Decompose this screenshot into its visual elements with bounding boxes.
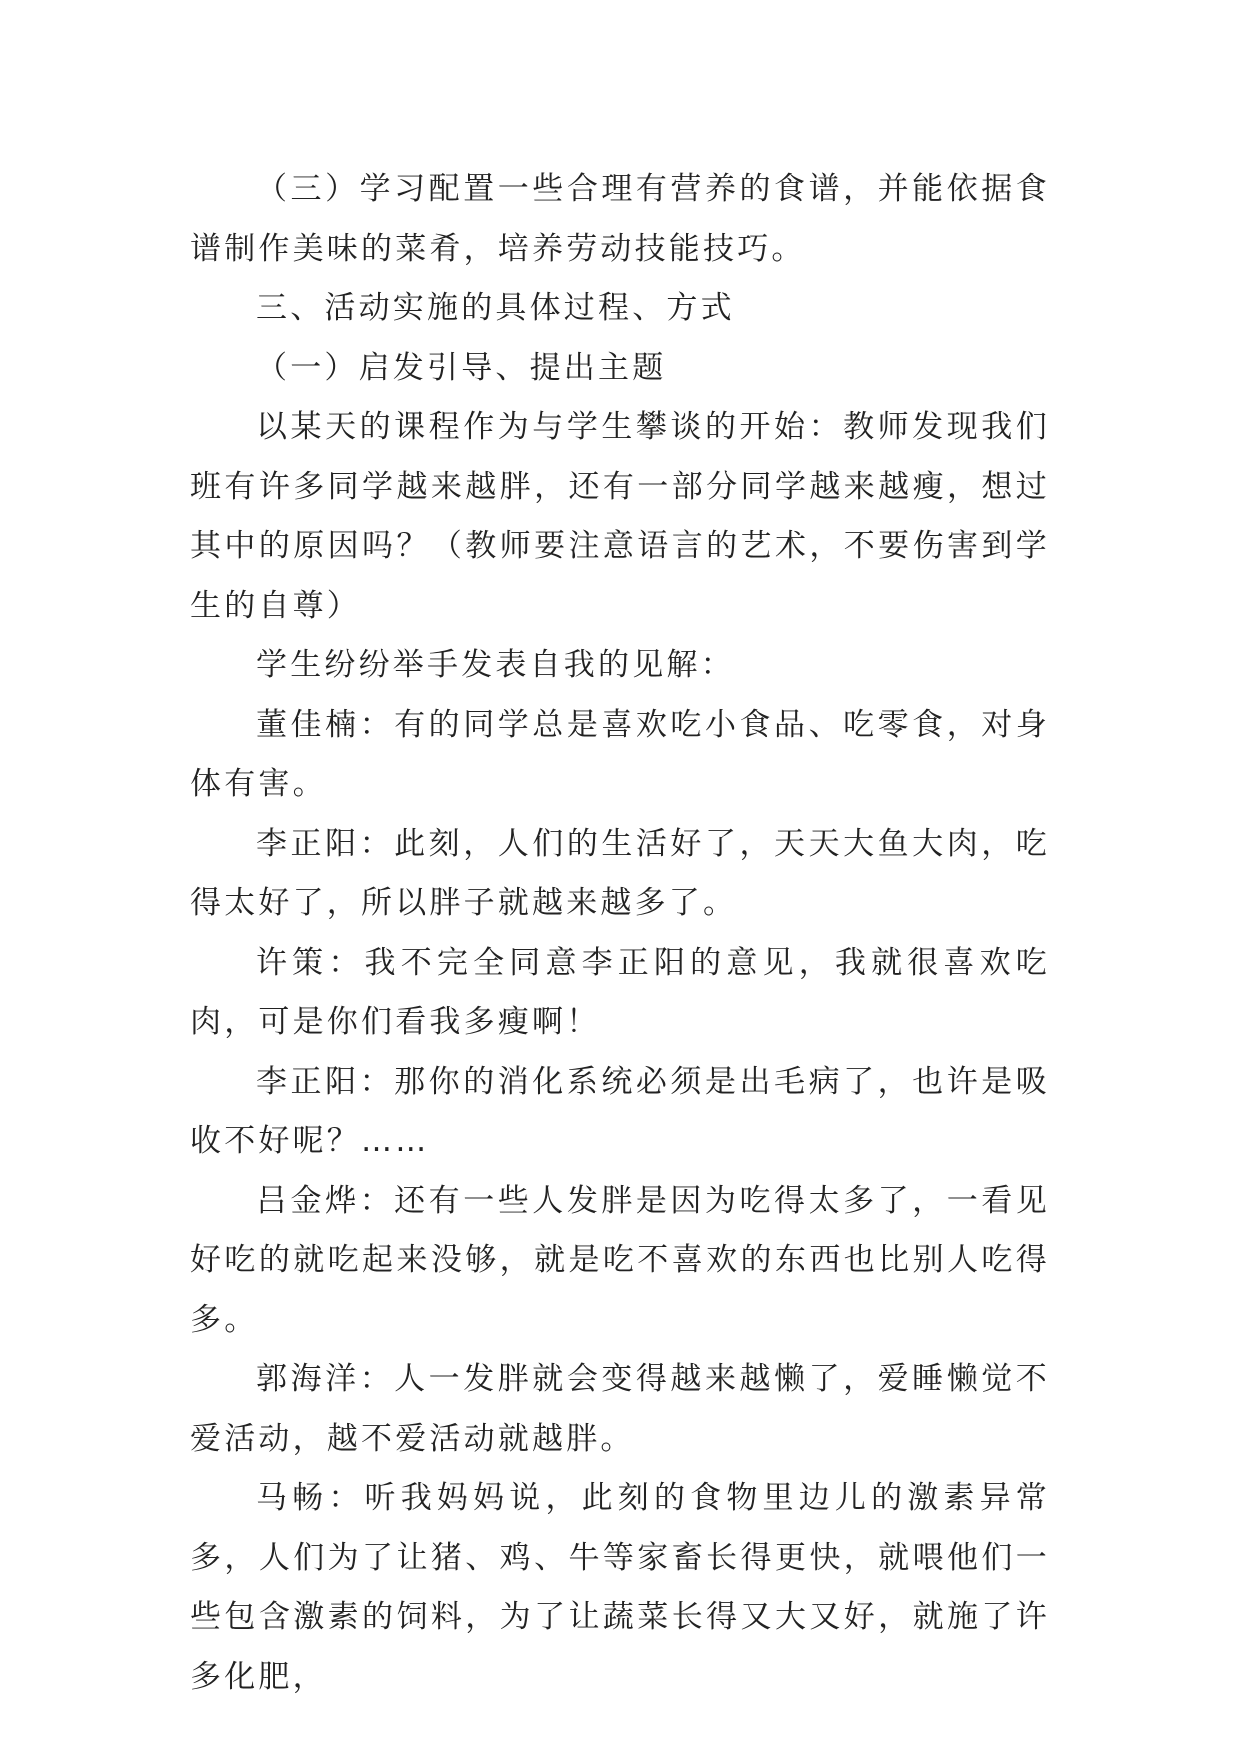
paragraph-student-guo: 郭海洋：人一发胖就会变得越来越懒了，爱睡懒觉不爱活动，越不爱活动就越胖。 (190, 1361, 1050, 1457)
document-body (190, 160, 1050, 1707)
subheading-inspire-topic: （一）启发引导、提出主题 (256, 349, 667, 386)
paragraph-teacher-intro: 以某天的课程作为与学生攀谈的开始：教师发现我们班有许多同学越来越胖，还有一部分同学越来越瘦，想过其中的原因吗？（教师要注意语言的艺术，不要伤害到学生的自尊） (190, 409, 1050, 624)
paragraph-learning-recipes: （三）学习配置一些合理有营养的食谱，并能依据食谱制作美味的菜肴，培养劳动技能技巧。 (190, 171, 1050, 267)
paragraph-student-xu: 许策：我不完全同意李正阳的意见，我就很喜欢吃肉，可是你们看我多瘦啊！ (190, 944, 1050, 1040)
paragraph-student-li-1: 李正阳：此刻，人们的生活好了，天天大鱼大肉，吃得太好了，所以胖子就越来越多了。 (190, 825, 1050, 921)
heading-activity-process: 三、活动实施的具体过程、方式 (256, 290, 735, 326)
paragraph-student-li-2: 李正阳：那你的消化系统必须是出毛病了，也许是吸收不好呢？…… (190, 1063, 1050, 1159)
paragraph-student-lv: 吕金烨：还有一些人发胖是因为吃得太多了，一看见好吃的就吃起来没够，就是吃不喜欢的东西也比别人吃得多。 (190, 1182, 1050, 1338)
paragraph-student-dong: 董佳楠：有的同学总是喜欢吃小食品、吃零食，对身体有害。 (190, 706, 1050, 802)
paragraph-students-respond: 学生纷纷举手发表自我的见解： (256, 647, 735, 683)
paragraph-student-ma: 马畅：听我妈妈说，此刻的食物里边儿的激素异常多，人们为了让猪、鸡、牛等家畜长得更快，就喂他们一些包含激素的饲料，为了让蔬菜长得又大又好，就施了许多化肥， (190, 1480, 1050, 1695)
